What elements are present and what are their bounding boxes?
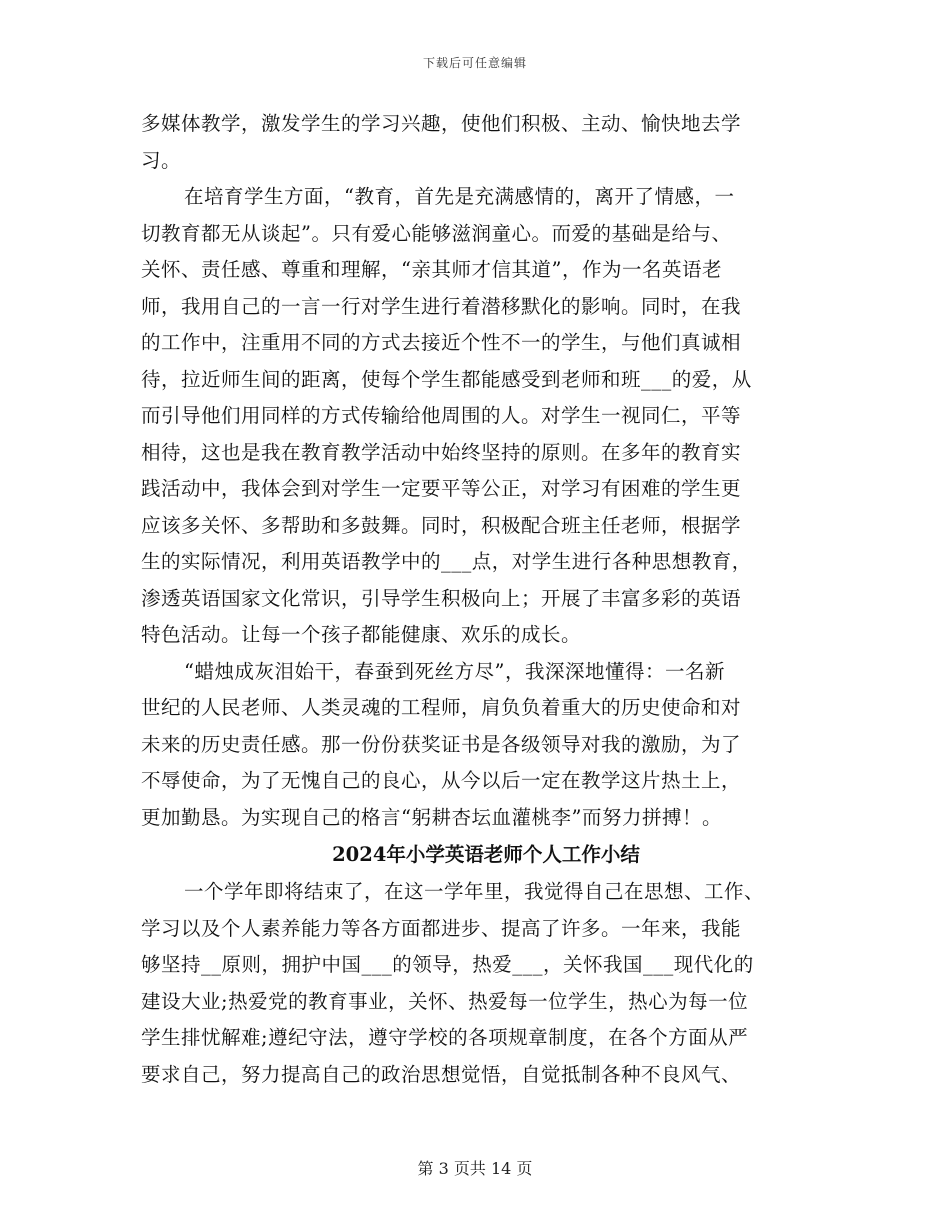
- paragraph-line: 而引导他们用同样的方式传输给他周围的人。对学生一视同仁，平等: [141, 404, 742, 427]
- paragraph-line: 世纪的人民老师、人类灵魂的工程师，肩负负着重大的历史使命和对: [141, 696, 742, 719]
- paragraph-line: 要求自己，努力提高自己的政治思想觉悟，自觉抵制各种不良风气、: [141, 1062, 742, 1086]
- paragraph-line: 应该多关怀、多帮助和多鼓舞。同时，积极配合班主任老师，根据学: [141, 513, 742, 537]
- paragraph-line: 未来的历史责任感。那一份份获奖证书是各级领导对我的激励，为了: [141, 732, 742, 756]
- paragraph-line: 践活动中，我体会到对学生一定要平等公正，对学习有困难的学生更: [141, 477, 742, 500]
- paragraph-line: 待，拉近师生间的距离，使每个学生都能感受到老师和班___的爱，从: [141, 367, 752, 391]
- paragraph-line: 学习以及个人素养能力等各方面都进步、提高了许多。一年来，我能: [141, 916, 742, 940]
- page-header: 下载后可任意编辑: [422, 56, 527, 70]
- paragraph-line: 一个学年即将结束了，在这一学年里，我觉得自己在思想、工作、: [184, 880, 765, 903]
- document-body: [141, 106, 811, 1093]
- paragraph-line: 生的实际情况，利用英语教学中的___点，对学生进行各种思想教育，: [141, 550, 752, 573]
- paragraph-line: 建设大业;热爱党的教育事业，关怀、热爱每一位学生，热心为每一位: [141, 989, 749, 1013]
- paragraph-line: 习。: [141, 148, 182, 172]
- section-title: 2024年小学英语老师个人工作小结: [332, 843, 640, 866]
- paragraph-line: 够坚持__原则，拥护中国___的领导，热爱___，关怀我国___现代化的: [141, 953, 754, 976]
- paragraph-line: “蜡烛成灰泪始干，春蚕到死丝方尽”，我深深地懂得：一名新: [184, 659, 725, 683]
- paragraph-line: 在培育学生方面，“教育，首先是充满感情的，离开了情感，一: [184, 185, 735, 208]
- paragraph-line: 切教育都无从谈起”。只有爱心能够滋润童心。而爱的基础是给与、: [141, 221, 732, 245]
- paragraph-line: 相待，这也是我在教育教学活动中始终坚持的原则。在多年的教育实: [141, 440, 742, 464]
- paragraph-line: 不辱使命，为了无愧自己的良心，从今以后一定在教学这片热土上，: [141, 769, 742, 792]
- paragraph-line: 渗透英语国家文化常识，引导学生积极向上；开展了丰富多彩的英语: [141, 586, 742, 610]
- paragraph-line: 的工作中，注重用不同的方式去接近个性不一的学生，与他们真诚相: [141, 331, 742, 354]
- page-number-footer: 第 3 页共 14 页: [417, 1159, 533, 1178]
- paragraph-line: 师，我用自己的一言一行对学生进行着潜移默化的影响。同时，在我: [141, 294, 742, 318]
- paragraph-line: 学生排忧解难;遵纪守法，遵守学校的各项规章制度，在各个方面从严: [141, 1026, 749, 1049]
- paragraph-line: 更加勤恳。为实现自己的格言“躬耕杏坛血灌桃李”而努力拼搏！。: [141, 805, 722, 829]
- paragraph-line: 关怀、责任感、尊重和理解，“亲其师才信其道”，作为一名英语老: [141, 258, 722, 281]
- paragraph-line: 多媒体教学，激发学生的学习兴趣，使他们积极、主动、愉快地去学: [141, 112, 742, 135]
- paragraph-line: 特色活动。让每一个孩子都能健康、欢乐的成长。: [141, 623, 582, 646]
